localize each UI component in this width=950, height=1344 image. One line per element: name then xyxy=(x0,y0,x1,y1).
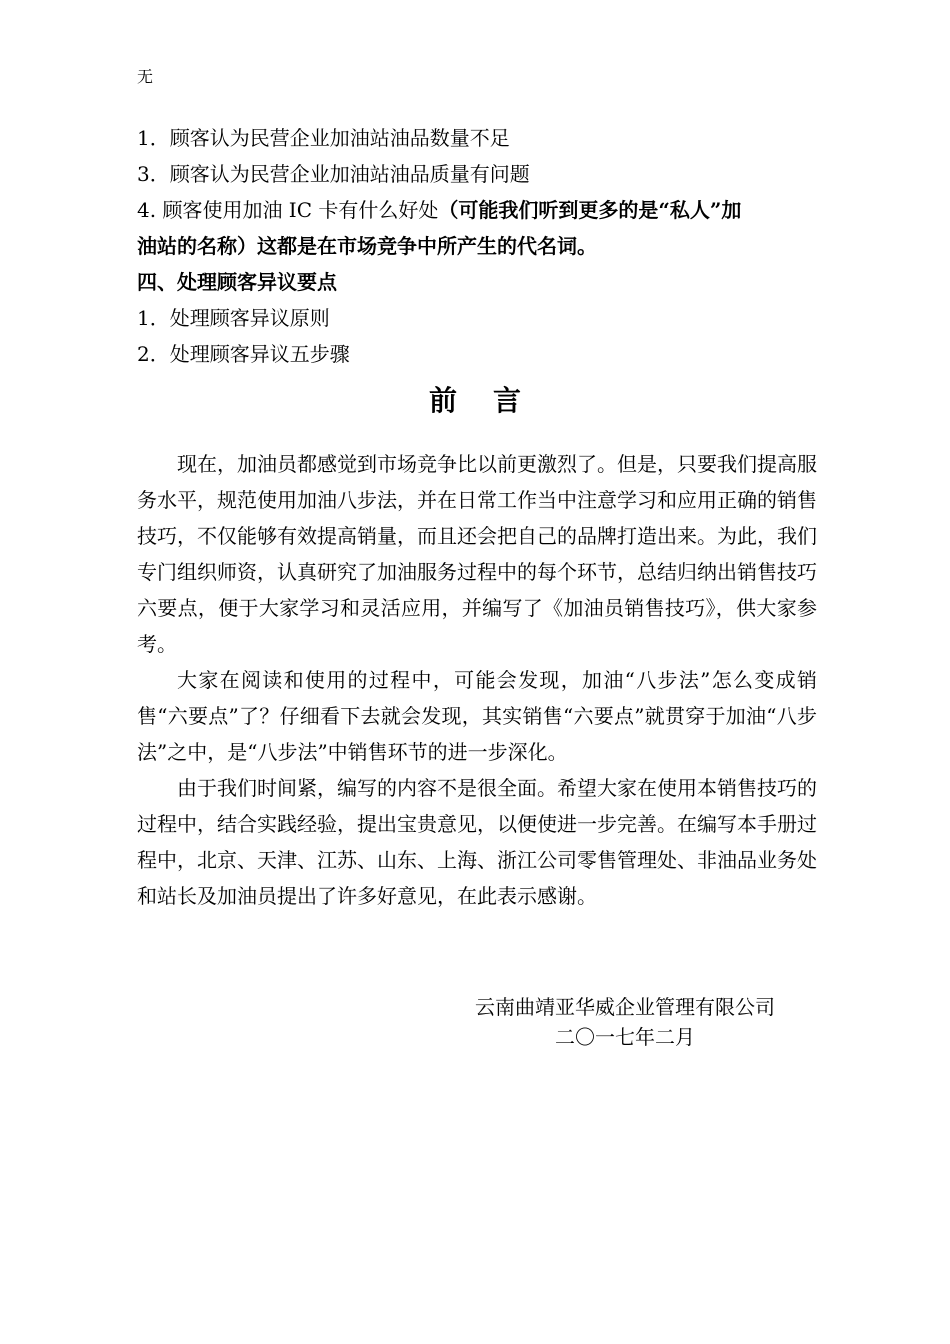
preface-paragraph: 大家在阅读和使用的过程中，可能会发现，加油“八步法”怎么变成销售“六要点”了？仔细看下去就会发现，其实销售“六要点”就贯穿于加油“八步法”之中，是“八步法”中销售环节的进一步深化。 xyxy=(137,668,817,764)
preface-title: 前言 xyxy=(428,384,557,417)
signature-block xyxy=(440,992,810,1052)
outline-item-4-prefix: 4. 顾客使用加油 IC 卡有什么好处 xyxy=(137,198,439,222)
outline-sub-2: 2．处理顾客异议五步骤 xyxy=(137,342,350,366)
preface-paragraph: 现在，加油员都感觉到市场竞争比以前更激烈了。但是，只要我们提高服务水平，规范使用加油八步法，并在日常工作当中注意学习和应用正确的销售技巧，不仅能够有效提高销量，而且还会把自己的品牌打造出来。为此，我们专门组织师资，认真研究了加油服务过程中的每个环节，总结归纳出销售技巧六要点，便于大家学习和灵活应用，并编写了《加油员销售技巧》，供大家参考。 xyxy=(137,452,817,656)
outline-item-3: 3．顾客认为民营企业加油站油品质量有问题 xyxy=(137,162,530,186)
signature-company: 云南曲靖亚华威企业管理有限公司 xyxy=(475,995,775,1019)
preface-body xyxy=(137,446,817,914)
header-note: 无 xyxy=(137,67,154,86)
preface-paragraph: 由于我们时间紧，编写的内容不是很全面。希望大家在使用本销售技巧的过程中，结合实践经验，提出宝贵意见，以便使进一步完善。在编写本手册过程中，北京、天津、江苏、山东、上海、浙江公司零售管理处、非油品业务处和站长及加油员提出了许多好意见，在此表示感谢。 xyxy=(137,776,817,908)
outline-item-1: 1．顾客认为民营企业加油站油品数量不足 xyxy=(137,126,510,150)
outline-sub-1: 1．处理顾客异议原则 xyxy=(137,306,330,330)
outline-item-4 xyxy=(137,192,817,228)
section-heading: 四、处理顾客异议要点 xyxy=(137,270,337,294)
signature-date: 二〇一七年二月 xyxy=(555,1025,695,1049)
outline-item-4-bold-a: （可能我们听到更多的是“私人”加 xyxy=(438,198,742,222)
outline-item-4-bold-b: 油站的名称）这都是在市场竞争中所产生的代名词。 xyxy=(137,234,597,258)
outline-section xyxy=(137,120,817,372)
